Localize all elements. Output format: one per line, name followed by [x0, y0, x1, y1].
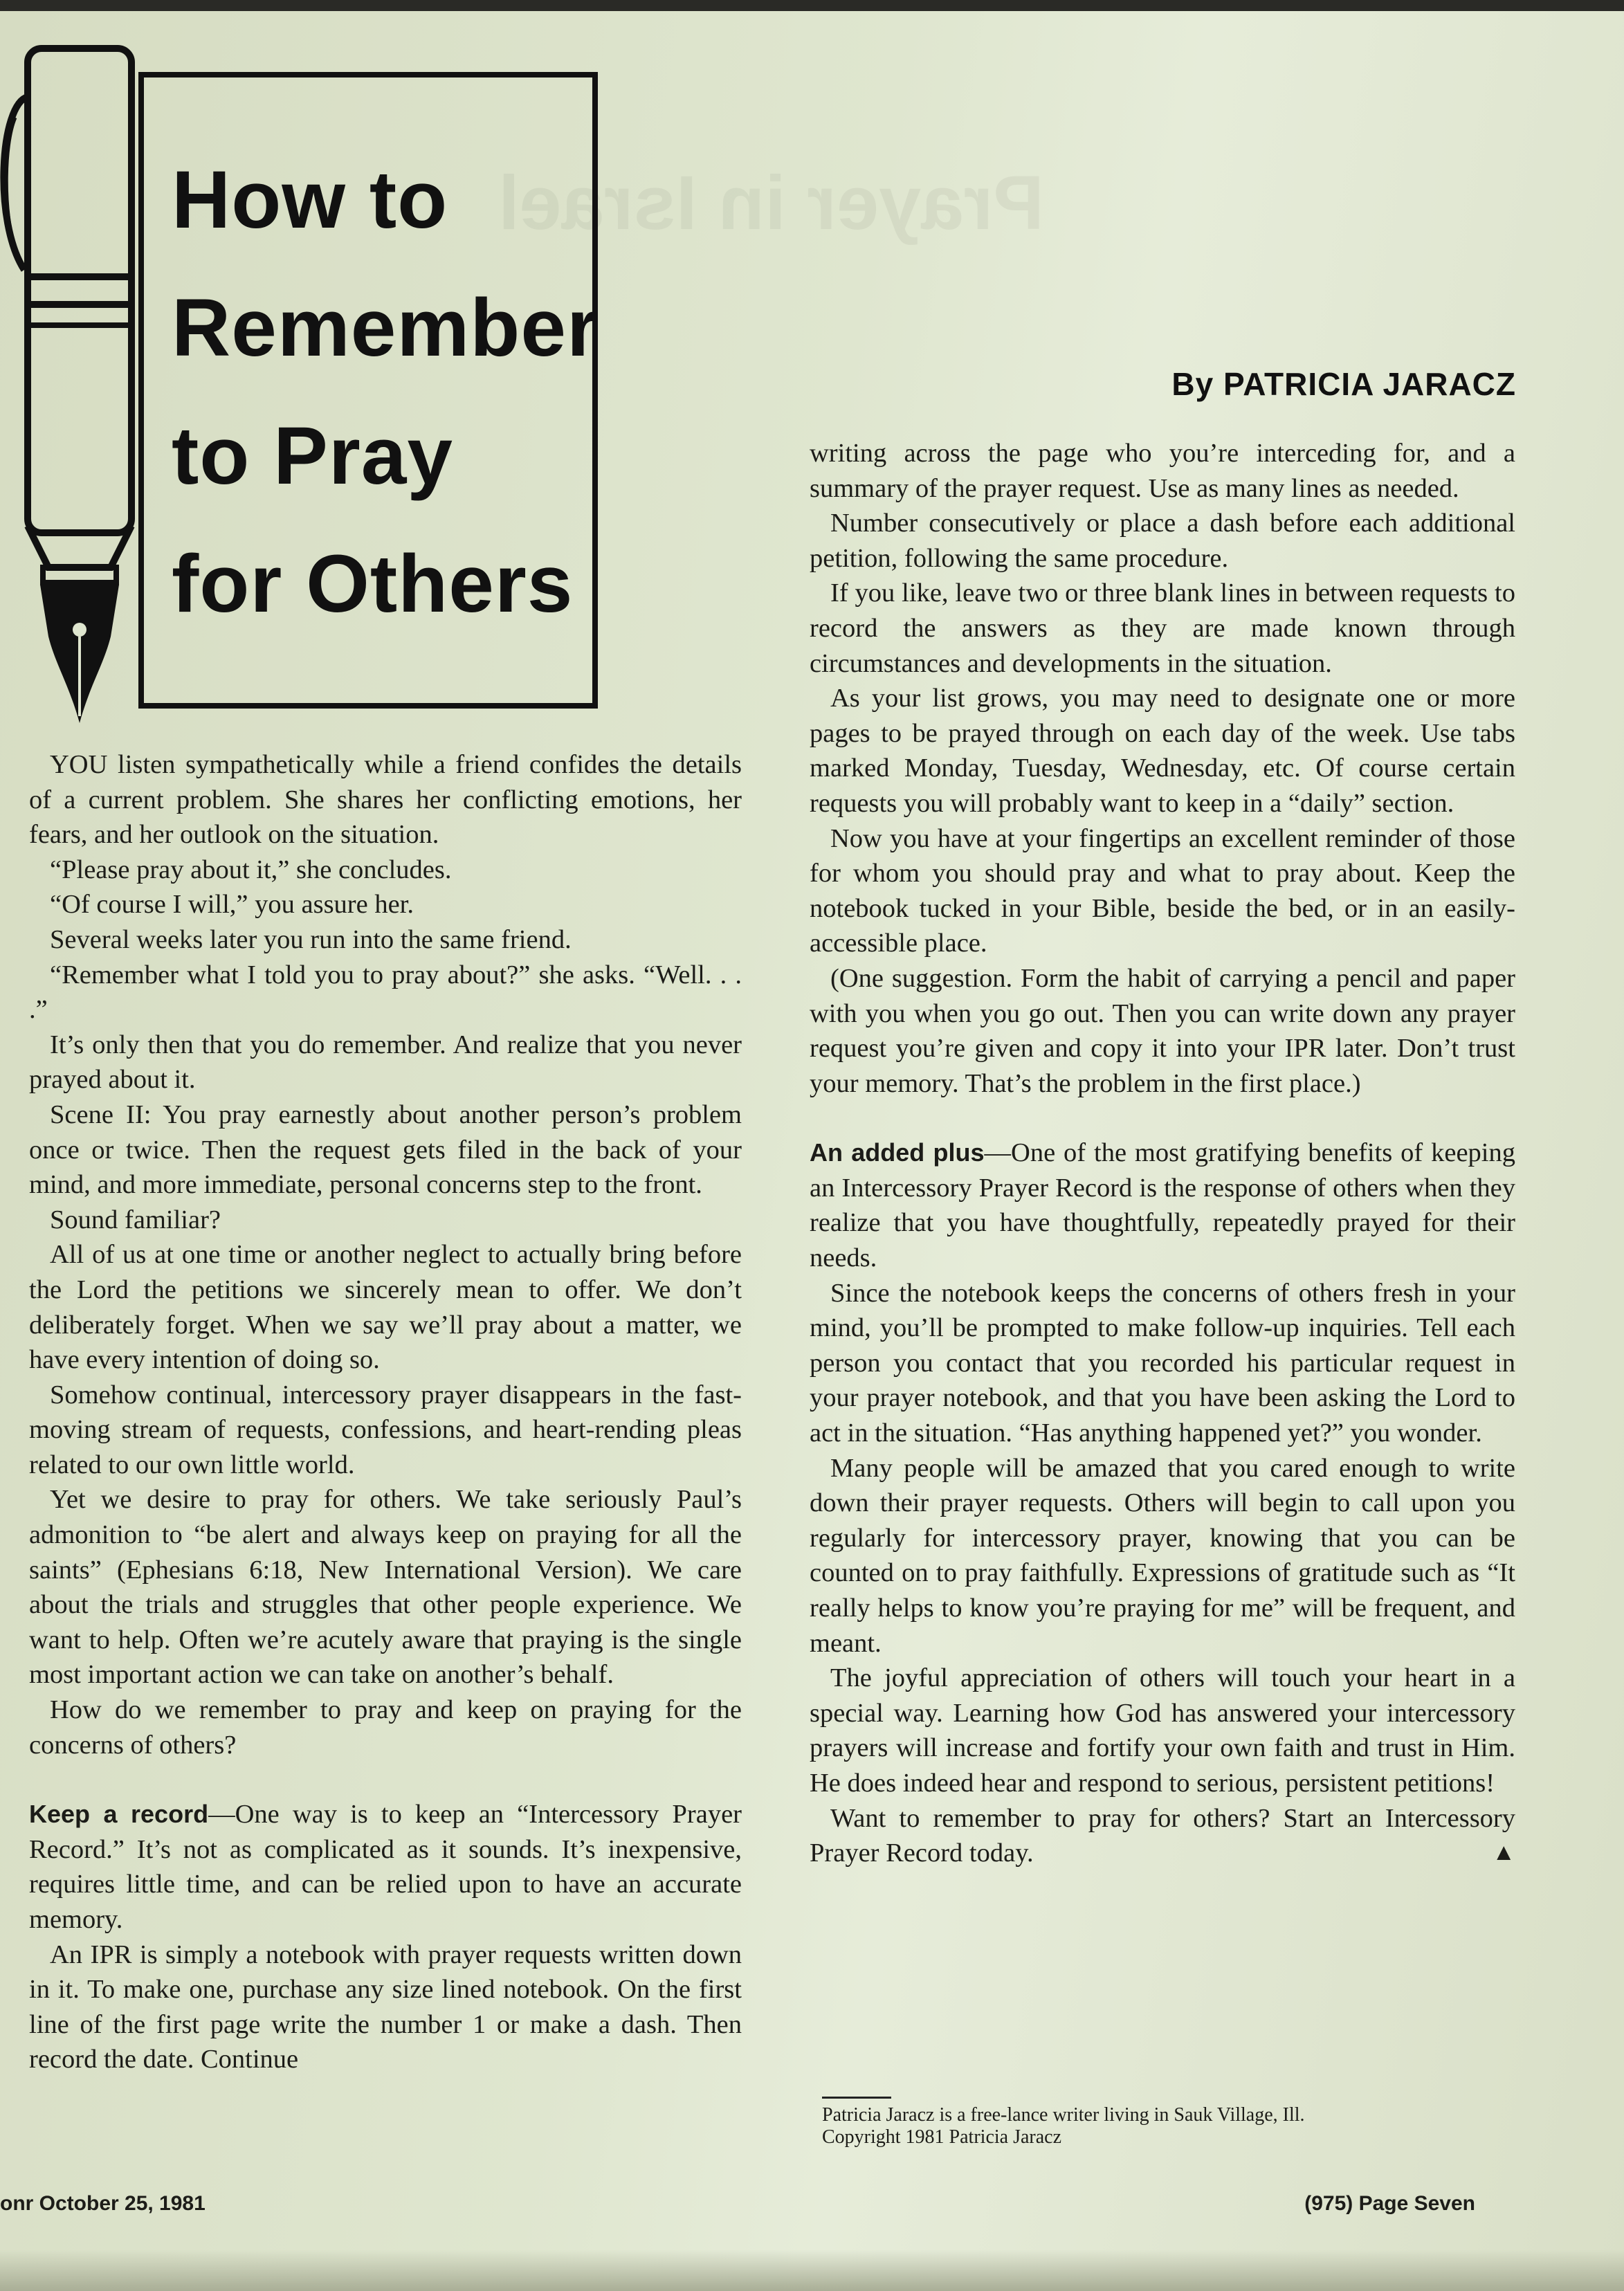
byline: By PATRICIA JARACZ	[1171, 366, 1516, 402]
paragraph: Since the notebook keeps the concerns of others fresh in your mind, you’ll be prompted to make follow-up inquiries. Tell each person you contact that you recorded his particular request in your prayer notebook, and that you have been asking the Lord to act in the situation. “Has anything happened yet?” you wonder.	[810, 1278, 1515, 1448]
paragraph: Sound familiar?	[50, 1205, 221, 1234]
footer-page-number: (975) Page Seven	[1304, 2192, 1475, 2215]
keep-record-text: —One way is to keep an “Intercessory Prayer Record.” It’s not as complicated as it sounds. It’s inexpensive, requires little time, and can be relied upon to have an accurate memory.	[29, 1800, 742, 1934]
title-line-4: for Others	[172, 538, 574, 630]
fountain-pen-icon	[0, 42, 152, 727]
paragraph: (One suggestion. Form the habit of carrying a pencil and paper with you when you go out. Then you can write down any prayer request you’re given and copy it into your IPR later. Don’t trust your memory. That’s the problem in the first place.)	[810, 963, 1515, 1098]
paragraph: It’s only then that you do remember. And realize that you never prayed about it.	[29, 1030, 742, 1095]
paragraph: The joyful appreciation of others will touch your heart in a special way. Learning how God has answered your intercessory prayers will increase and fortify your own faith and trust in Him. He does indeed hear and respond to serious, persistent petitions!	[810, 1663, 1515, 1798]
page-bottom-edge	[0, 2249, 1624, 2291]
added-plus-text: —One of the most gratifying benefits of keeping an Intercessory Prayer Record is the response of others when they realize that you have thoughtfully, repeatedly prayed for their needs.	[810, 1138, 1515, 1273]
paragraph: “Please pray about it,” she concludes.	[50, 855, 452, 884]
footnote-rule	[822, 2097, 891, 2099]
added-plus-heading: An added plus	[810, 1138, 985, 1167]
paragraph: An IPR is simply a notebook with prayer requests written down in it. To make one, purchase any size lined notebook. On the first line of the first page write the number 1 or make a dash. Then record the date. Continue	[29, 1939, 742, 2074]
paragraph: “Of course I will,” you assure her.	[50, 890, 414, 920]
keep-record-heading: Keep a record	[29, 1800, 209, 1829]
paragraph: Scene II: You pray earnestly about another person’s problem once or twice. Then the request gets filed in the back of your mind, and more immediate, personal concerns step to the front.	[29, 1099, 742, 1200]
paragraph: If you like, leave two or three blank lines in between requests to record the answers as they are made known through circumstances and developments in the situation.	[810, 578, 1515, 678]
footnote-line-2: Copyright 1981 Patricia Jaracz	[822, 2126, 1062, 2148]
paragraph: How do we remember to pray and keep on praying for the concerns of others?	[29, 1695, 742, 1760]
final-text: Want to remember to pray for others? Start an Intercessory Prayer Record today.	[810, 1803, 1515, 1868]
paragraph: Many people will be amazed that you cared enough to write down their prayer requests. Others will begin to call upon you regularly for intercessory prayer, knowing that you can be counted on to pray faithfully. Expressions of gratitude such as “It really helps to know you’re praying for me” will be frequent, and meant.	[810, 1453, 1515, 1658]
paragraph: Yet we desire to pray for others. We take seriously Paul’s admonition to “be alert and always keep on praying for all the saints” (Ephesians 6:18, New International Version). We care about the trials and struggles that other people experience. We want to help. Often we’re acutely aware that praying is the single most important action we can take on another’s behalf.	[29, 1485, 742, 1690]
paragraph: “Remember what I told you to pray about?” she asks. “Well. . . .”	[29, 960, 742, 1025]
footnote-line-1: Patricia Jaracz is a free-lance writer living in Sauk Village, Ill.	[822, 2104, 1305, 2126]
paragraph: Several weeks later you run into the same friend.	[50, 924, 572, 954]
title-line-1: How to	[172, 154, 448, 246]
final-paragraph	[810, 1801, 1515, 1871]
author-footnote	[822, 2097, 1445, 2148]
title-line-2: Remember	[172, 282, 599, 374]
end-mark-icon: ▲	[1492, 1840, 1515, 1866]
paragraph: Now you have at your fingertips an excellent reminder of those for whom you should pray and what to pray about. Keep the notebook tucked in your Bible, beside the bed, or in an easily-accessible place.	[810, 823, 1515, 958]
page-top-edge	[0, 0, 1624, 11]
added-plus-paragraph	[810, 1135, 1515, 1275]
keep-record-paragraph	[29, 1797, 742, 1937]
paragraph: As your list grows, you may need to designate one or more pages to be prayed through on each day of the week. Use tabs marked Monday, Tuesday, Wednesday, etc. Of course certain requests you will probably want to keep in a “daily” section.	[810, 684, 1515, 818]
paragraph: Somehow continual, intercessory prayer disappears in the fast-moving stream of requests, confessions, and heart-rending pleas related to our own little world.	[29, 1380, 742, 1479]
paragraph: Number consecutively or place a dash before each additional petition, following the same procedure.	[810, 509, 1515, 573]
title-box	[138, 72, 598, 709]
left-column	[29, 747, 742, 2077]
paragraph: All of us at one time or another neglect to actually bring before the Lord the petitions we sincerely mean to offer. We don’t deliberately forget. When we say we’ll pray about a matter, we have every intention of doing so.	[29, 1240, 742, 1375]
show-through-text: Prayer in Israel	[498, 161, 1044, 246]
right-column	[810, 436, 1515, 1871]
paragraph: YOU listen sympathetically while a friend confides the details of a current problem. She shares her conflicting emotions, her fears, and her outlook on the situation.	[29, 750, 742, 850]
paragraph: writing across the page who you’re interceding for, and a summary of the prayer request. Use as many lines as needed.	[810, 439, 1515, 503]
footer-date: onr October 25, 1981	[0, 2192, 206, 2215]
title-line-3: to Pray	[172, 410, 454, 502]
